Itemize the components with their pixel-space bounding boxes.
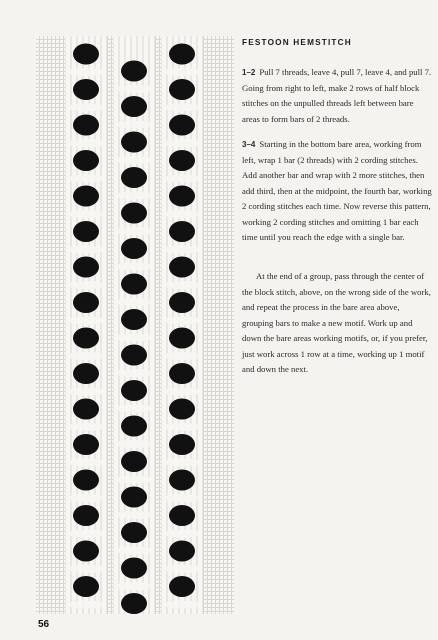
step-label-1: 1–2 <box>242 68 256 77</box>
instruction-text-2: Starting in the bottom bare area, working from left, wrap 1 bar (2 threads) with 2 cording stitches. Add another bar and wrap with 2 more stitches, then add third, then at the midpoint, the fourth bar, working 2 cording stitches each time. Now reverse this pattern, working 2 cording stitches and omitting 1 bar each time until you reach the edge with a single bar. <box>242 139 432 242</box>
cording-bundle <box>67 139 105 147</box>
cording-bundle <box>163 104 201 112</box>
cording-bundle <box>67 494 105 502</box>
cording-bundle <box>67 210 105 218</box>
openwork-hole <box>73 470 99 491</box>
openwork-hole <box>73 328 99 349</box>
openwork-hole <box>121 558 147 579</box>
openwork-hole <box>121 522 147 543</box>
openwork-hole <box>121 238 147 259</box>
openwork-hole <box>73 150 99 171</box>
openwork-hole <box>169 363 195 384</box>
openwork-hole <box>73 505 99 526</box>
cording-bundle <box>163 317 201 325</box>
cording-bundle <box>67 388 105 396</box>
openwork-hole <box>121 274 147 295</box>
cording-bundle <box>163 352 201 360</box>
right-border <box>220 36 234 614</box>
openwork-hole <box>121 132 147 153</box>
openwork-hole <box>73 257 99 278</box>
openwork-hole <box>169 505 195 526</box>
openwork-hole <box>169 79 195 100</box>
step-label-2: 3–4 <box>242 140 256 149</box>
cording-bundle <box>115 85 153 93</box>
cording-bundle <box>163 139 201 147</box>
instruction-text-3: At the end of a group, pass through the center of the block stitch, above, on the wrong side of the work, and repeat the process in the bare area above, grouping bars to make a new motif. Work up and down the bare areas working motifs, or, if you prefer, just work across 1 row at a time, working up 1 motif and down the next. <box>242 271 431 374</box>
cording-bundle <box>163 530 201 538</box>
cording-bundle <box>67 175 105 183</box>
openwork-hole <box>169 292 195 313</box>
cording-bundle <box>67 68 105 76</box>
cording-bundle <box>115 476 153 484</box>
openwork-hole <box>121 203 147 224</box>
cording-bundle <box>163 175 201 183</box>
openwork-hole <box>121 345 147 366</box>
cording-bundle <box>67 352 105 360</box>
cording-bundle <box>67 317 105 325</box>
page-title: FESTOON HEMSTITCH <box>242 38 352 47</box>
openwork-hole <box>121 61 147 82</box>
cording-bundle <box>115 440 153 448</box>
openwork-hole <box>169 434 195 455</box>
cording-bundle <box>67 104 105 112</box>
cording-bundle <box>163 210 201 218</box>
openwork-hole <box>73 186 99 207</box>
openwork-hole <box>169 44 195 65</box>
openwork-hole <box>169 186 195 207</box>
openwork-hole <box>73 363 99 384</box>
cording-bundle <box>115 156 153 164</box>
openwork-hole <box>73 115 99 136</box>
cording-bundle <box>115 192 153 200</box>
openwork-hole <box>73 541 99 562</box>
cording-bundle <box>115 298 153 306</box>
instruction-block-1 <box>242 65 432 127</box>
openwork-hole <box>73 292 99 313</box>
cording-bundle <box>115 511 153 519</box>
cording-bundle <box>115 547 153 555</box>
cording-bundle <box>163 494 201 502</box>
openwork-hole <box>73 434 99 455</box>
cording-bundle <box>163 565 201 573</box>
openwork-hole <box>169 470 195 491</box>
cording-bundle <box>163 601 201 609</box>
cording-bundle <box>67 530 105 538</box>
cording-bundle <box>67 281 105 289</box>
cording-bundle <box>163 246 201 254</box>
cording-bundle <box>67 423 105 431</box>
festoon-hemstitch-sample <box>36 36 234 614</box>
cording-bundle <box>115 582 153 590</box>
openwork-hole <box>73 44 99 65</box>
cording-bundle <box>115 263 153 271</box>
openwork-hole <box>169 576 195 597</box>
openwork-hole <box>169 150 195 171</box>
cording-bundle <box>163 68 201 76</box>
openwork-hole <box>121 167 147 188</box>
openwork-hole <box>121 309 147 330</box>
cording-bundle <box>115 369 153 377</box>
openwork-hole <box>73 79 99 100</box>
cording-bundle <box>67 459 105 467</box>
cording-bundle <box>67 246 105 254</box>
openwork-hole <box>169 221 195 242</box>
cording-bundle <box>67 565 105 573</box>
cording-bundle <box>115 405 153 413</box>
page-number: 56 <box>38 619 50 630</box>
cording-bundle <box>163 459 201 467</box>
instruction-block-2 <box>242 137 432 246</box>
cording-bundle <box>67 601 105 609</box>
openwork-hole <box>169 257 195 278</box>
cording-bundle <box>115 334 153 342</box>
openwork-hole <box>169 399 195 420</box>
openwork-hole <box>73 576 99 597</box>
openwork-hole <box>121 416 147 437</box>
instruction-text-1: Pull 7 threads, leave 4, pull 7, leave 4, and pull 7. Going from right to left, make 2 rows of half block stitches on the unpulled threads left between bare areas to form bars of 2 threads. <box>242 67 432 124</box>
cording-bundle <box>163 281 201 289</box>
instruction-block-3 <box>242 269 432 378</box>
openwork-hole <box>73 221 99 242</box>
cording-bundle <box>115 121 153 129</box>
openwork-hole <box>121 96 147 117</box>
left-border <box>36 36 50 614</box>
openwork-hole <box>169 115 195 136</box>
openwork-hole <box>121 487 147 508</box>
openwork-hole <box>73 399 99 420</box>
openwork-hole <box>169 541 195 562</box>
cording-bundle <box>163 423 201 431</box>
openwork-hole <box>169 328 195 349</box>
openwork-hole <box>121 451 147 472</box>
openwork-hole <box>121 593 147 614</box>
cording-bundle <box>163 388 201 396</box>
embroidery-photo <box>36 36 234 614</box>
openwork-hole <box>121 380 147 401</box>
cording-bundle <box>115 227 153 235</box>
